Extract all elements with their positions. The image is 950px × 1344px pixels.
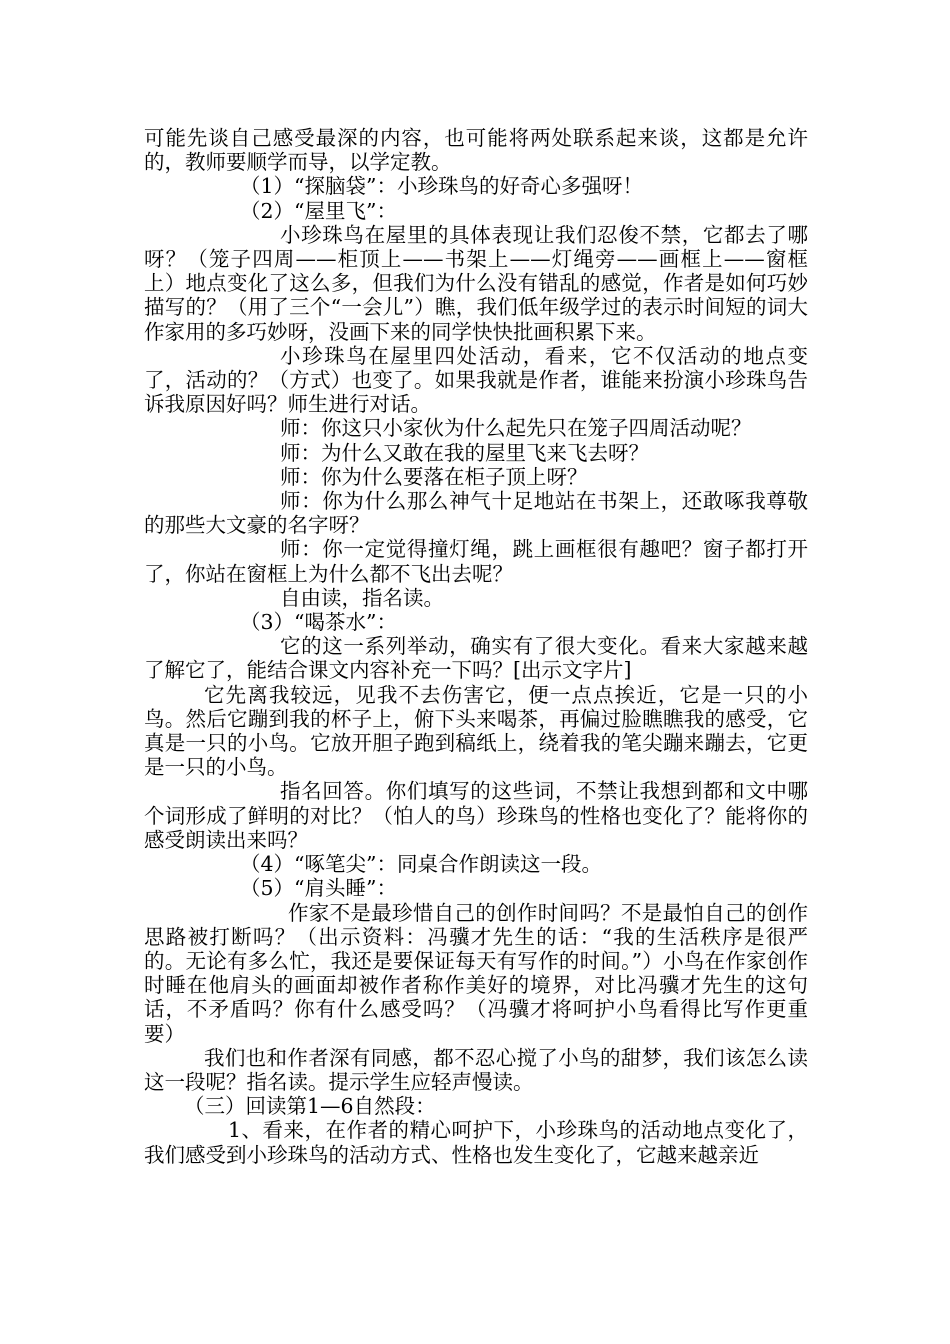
dialogue-line: 师：你这只小家伙为什么起先只在笼子四周活动呢？ [280,416,752,441]
dialogue-line: 师：你为什么要落在柜子顶上呀？ [280,464,588,489]
section-heading-review: （三）回读第1—6自然段： [184,1094,436,1119]
dialogue-line: 师：你为什么那么神气十足地站在书架上，还敢啄我尊敬的那些大文豪的名字呀？ [144,489,808,538]
section-heading-fly-indoors: （2）“屋里飞”： [240,198,398,223]
document-body [144,126,808,1167]
paragraph-fly-locations: 小珍珠鸟在屋里的具体表现让我们忍俊不禁，它都去了哪呀？（笼子四周——柜顶上——书架上——灯绳旁——画框上——窗框上）地点变化了这么多，但我们为什么没有错乱的感觉，作者是如何巧妙描写的？（用了三个“一会儿”）瞧，我们低年级学过的表示时间短的词大作家用的多巧妙呀，没画下来的同学快快批画积累下来。 [144,222,808,344]
section-heading-peek-head: （1）“探脑袋”：小珍珠鸟的好奇心多强呀！ [240,174,644,199]
paragraph-writer-quote: 作家不是最珍惜自己的创作时间吗？不是最怕自己的创作思路被打断吗？（出示资料：冯骥才先生的话：“我的生活秩序是很严的。无论有多么忙，我还是要保证每天有写作的时间。”）小鸟在作家创作时睡在他肩头的画面却被作者称作美好的境界，对比冯骥才先生的这句话，不矛盾吗？你有什么感受吗？（冯骥才将呵护小鸟看得比写作更重要） [144,900,808,1046]
paragraph-activity-change: 小珍珠鸟在屋里四处活动，看来，它不仅活动的地点变了，活动的？（方式）也变了。如果我就是作者，谁能来扮演小珍珠鸟告诉我原因好吗？师生进行对话。 [144,343,808,417]
section-heading-shoulder-sleep: （5）“肩头睡”： [240,876,398,901]
dialogue-line: 师：为什么又敢在我的屋里飞来飞去呀？ [280,440,649,465]
paragraph-intro: 可能先谈自己感受最深的内容，也可能将两处联系起来谈，这都是允许的，教师要顺学而导，以学定教。 [144,126,808,175]
paragraph-behavior-change: 它的这一系列举动，确实有了很大变化。看来大家越来越了解它了，能结合课文内容补充一下吗？[出示文字片] [144,634,808,683]
paragraph-fill-in-text: 它先离我较远，见我不去伤害它，便一点点挨近，它是一只的小鸟。然后它蹦到我的杯子上，俯下头来喝茶，再偏过脸瞧瞧我的感受，它真是一只的小鸟。它放开胆子跑到稿纸上，绕着我的笔尖蹦来蹦去，它更是一只的小鸟。 [144,682,808,780]
paragraph-read-softly: 我们也和作者深有同感，都不忍心搅了小鸟的甜梦，我们该怎么读这一段呢？指名读。提示学生应轻声慢读。 [144,1045,808,1094]
dialogue-line: 师：你一定觉得撞灯绳，跳上画框很有趣吧？窗子都打开了，你站在窗框上为什么都不飞出去呢？ [144,537,808,586]
section-heading-peck-pen: （4）“啄笔尖”：同桌合作朗读这一段。 [240,852,603,877]
paragraph-review-point-1: 1、看来，在作者的精心呵护下，小珍珠鸟的活动地点变化了，我们感受到小珍珠鸟的活动方式、性格也发生变化了，它越来越亲近 [144,1118,808,1167]
paragraph-reading-instruction: 自由读，指名读。 [280,585,444,610]
section-heading-drink-tea: （3）“喝茶水”： [240,610,398,635]
paragraph-answer-prompt: 指名回答。你们填写的这些词，不禁让我想到都和文中哪个词形成了鲜明的对比？（怕人的鸟）珍珠鸟的性格也变化了？能将你的感受朗读出来吗？ [144,779,808,852]
